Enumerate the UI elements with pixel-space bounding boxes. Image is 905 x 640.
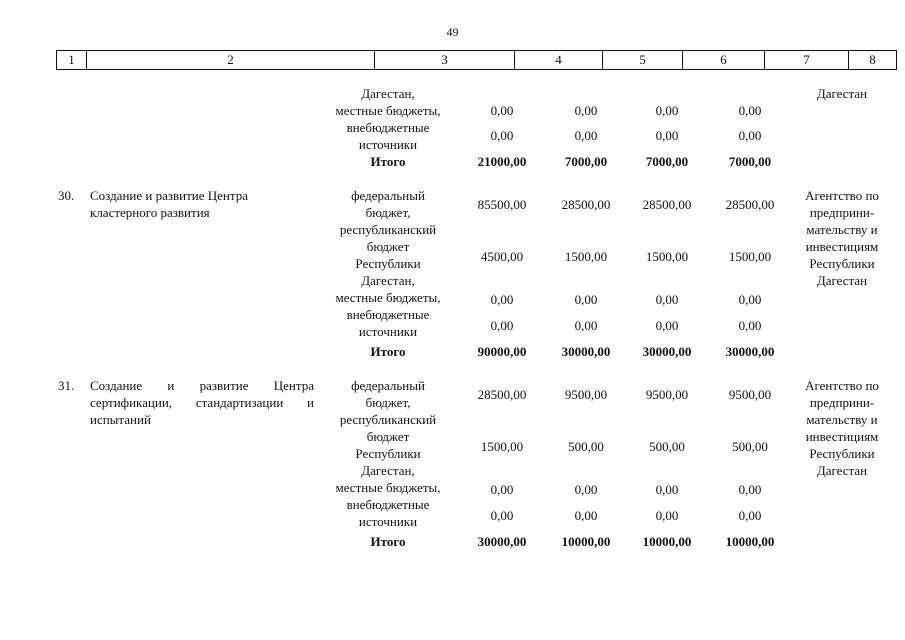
value-cell: 0,00 xyxy=(655,128,679,143)
executor-line: Республики xyxy=(809,256,875,271)
executor-line: Агентство по xyxy=(805,378,879,393)
source-line: Республики xyxy=(355,256,421,271)
value-cell: 0,00 xyxy=(655,292,679,307)
value-cell: 28500,00 xyxy=(725,197,775,212)
value-cell: 9500,00 xyxy=(564,387,608,402)
total-value: 10000,00 xyxy=(725,534,775,549)
total-value: 7000,00 xyxy=(564,154,608,169)
value-cell: 1500,00 xyxy=(728,249,772,264)
value-cell: 0,00 xyxy=(738,128,762,143)
value-cell: 1500,00 xyxy=(564,249,608,264)
executor-line: Республики xyxy=(809,446,875,461)
value-cell: 0,00 xyxy=(655,103,679,118)
source-line: внебюджетные xyxy=(346,497,430,512)
item-number: 30. xyxy=(58,188,75,203)
header-col-2: 2 xyxy=(86,51,374,69)
value-cell: 0,00 xyxy=(490,318,514,333)
total-value: 10000,00 xyxy=(561,534,611,549)
executor-line: предприни- xyxy=(809,205,875,220)
value-cell: 0,00 xyxy=(574,318,598,333)
table-header-row xyxy=(56,50,897,70)
item-name: Создание и развитие Центра сертификации, стандартизации и испытаний xyxy=(90,378,314,427)
total-value: 90000,00 xyxy=(477,344,527,359)
total-label: Итого xyxy=(370,344,406,359)
source-line: бюджет, xyxy=(365,395,411,410)
source-line: источники xyxy=(358,514,418,529)
value-cell: 0,00 xyxy=(490,103,514,118)
header-col-1: 1 xyxy=(56,51,86,69)
value-cell: 0,00 xyxy=(490,128,514,143)
page-number: 49 xyxy=(446,25,459,39)
total-label: Итого xyxy=(370,534,406,549)
value-cell: 9500,00 xyxy=(728,387,772,402)
executor-line: Дагестан xyxy=(816,86,868,101)
executor-line: Агентство по xyxy=(805,188,879,203)
executor-line: Дагестан xyxy=(816,273,868,288)
value-cell: 85500,00 xyxy=(477,197,527,212)
source-line: федеральный xyxy=(351,378,425,393)
source-line: источники xyxy=(358,137,418,152)
total-value: 21000,00 xyxy=(477,154,527,169)
source-line: бюджет xyxy=(366,239,410,254)
total-value: 7000,00 xyxy=(645,154,689,169)
value-cell: 0,00 xyxy=(490,508,514,523)
item-number: 31. xyxy=(58,378,75,393)
source-line: внебюджетные xyxy=(346,307,430,322)
executor-line: предприни- xyxy=(809,395,875,410)
source-line: источники xyxy=(358,324,418,339)
value-cell: 500,00 xyxy=(649,439,685,454)
value-cell: 0,00 xyxy=(655,318,679,333)
total-value: 30000,00 xyxy=(642,344,692,359)
value-cell: 0,00 xyxy=(574,128,598,143)
source-line: местные бюджеты, xyxy=(335,103,441,118)
value-cell: 0,00 xyxy=(574,292,598,307)
header-col-7: 7 xyxy=(764,51,848,69)
total-value: 7000,00 xyxy=(728,154,772,169)
header-col-8: 8 xyxy=(848,51,897,69)
total-value: 30000,00 xyxy=(725,344,775,359)
executor-line: инвестициям xyxy=(805,239,879,254)
source-line: Дагестан, xyxy=(361,86,415,101)
item-name: Создание и развитие Центра кластерного развития xyxy=(90,188,248,220)
source-line: Республики xyxy=(355,446,421,461)
executor-line: Дагестан xyxy=(816,463,868,478)
value-cell: 0,00 xyxy=(738,318,762,333)
source-line: местные бюджеты, xyxy=(335,480,441,495)
source-line: Дагестан, xyxy=(361,463,415,478)
header-col-4: 4 xyxy=(514,51,602,69)
value-cell: 0,00 xyxy=(655,482,679,497)
source-line: республиканский xyxy=(339,222,437,237)
header-col-3: 3 xyxy=(374,51,514,69)
value-cell: 0,00 xyxy=(655,508,679,523)
value-cell: 0,00 xyxy=(738,482,762,497)
source-line: федеральный xyxy=(351,188,425,203)
value-cell: 28500,00 xyxy=(642,197,692,212)
total-value: 30000,00 xyxy=(477,534,527,549)
executor-line: мательству и xyxy=(806,222,878,237)
total-label: Итого xyxy=(370,154,406,169)
total-value: 10000,00 xyxy=(642,534,692,549)
value-cell: 0,00 xyxy=(738,292,762,307)
value-cell: 0,00 xyxy=(490,482,514,497)
total-value: 30000,00 xyxy=(561,344,611,359)
value-cell: 0,00 xyxy=(574,482,598,497)
value-cell: 0,00 xyxy=(738,103,762,118)
value-cell: 9500,00 xyxy=(645,387,689,402)
header-col-6: 6 xyxy=(682,51,764,69)
executor-line: инвестициям xyxy=(805,429,879,444)
value-cell: 500,00 xyxy=(568,439,604,454)
header-col-5: 5 xyxy=(602,51,682,69)
value-cell: 1500,00 xyxy=(645,249,689,264)
value-cell: 28500,00 xyxy=(477,387,527,402)
value-cell: 0,00 xyxy=(574,508,598,523)
value-cell: 500,00 xyxy=(732,439,768,454)
value-cell: 4500,00 xyxy=(480,249,524,264)
source-line: бюджет xyxy=(366,429,410,444)
source-line: Дагестан, xyxy=(361,273,415,288)
source-line: внебюджетные xyxy=(346,120,430,135)
value-cell: 0,00 xyxy=(490,292,514,307)
source-line: местные бюджеты, xyxy=(335,290,441,305)
source-line: республиканский xyxy=(339,412,437,427)
value-cell: 28500,00 xyxy=(561,197,611,212)
value-cell: 0,00 xyxy=(574,103,598,118)
value-cell: 1500,00 xyxy=(480,439,524,454)
value-cell: 0,00 xyxy=(738,508,762,523)
executor-line: мательству и xyxy=(806,412,878,427)
source-line: бюджет, xyxy=(365,205,411,220)
